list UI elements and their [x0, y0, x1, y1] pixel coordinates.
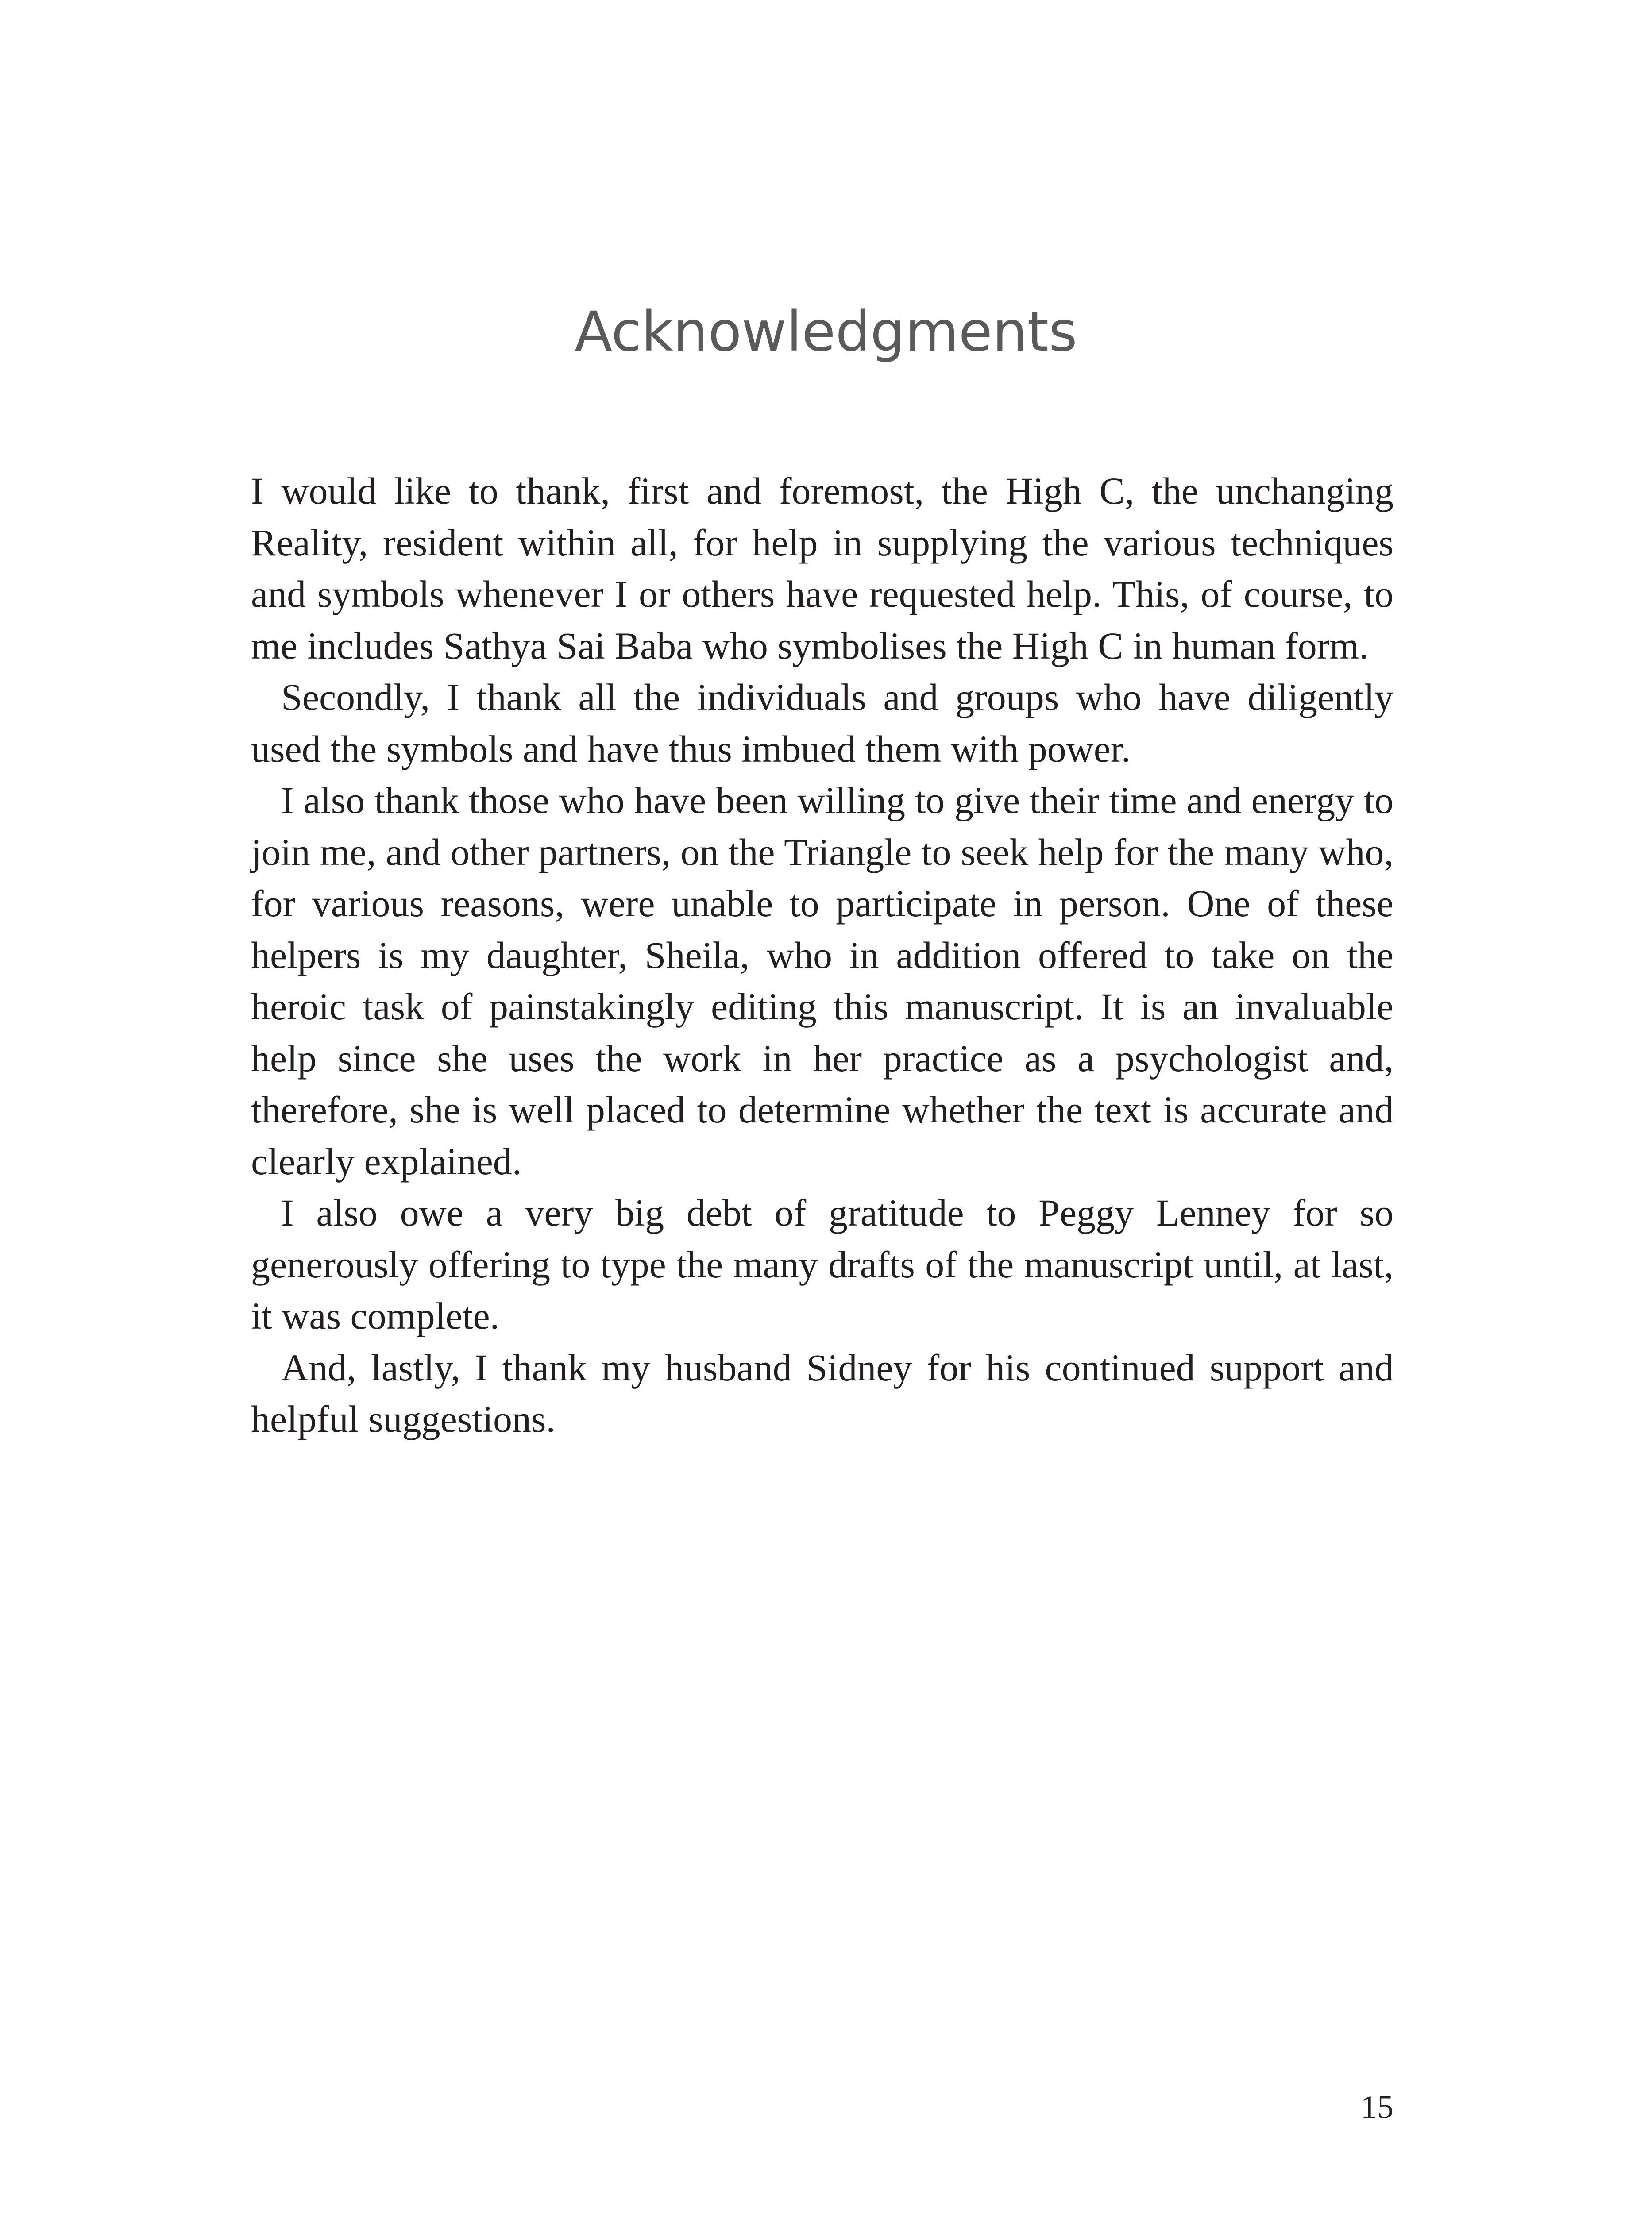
- page-heading: Acknowledgments: [575, 300, 1077, 364]
- paragraph-first: I would like to thank, first and foremost, the High C, the unchanging Reality, resident within all, for help in supplying the various techniques and symbols whenever I or others have requested help. This, of course, to me includes Sathya Sai Baba who symbolises the High C in human form.: [251, 470, 1393, 667]
- paragraph-third: I also thank those who have been willing to give their time and energy to join me, and other partners, on the Triangle to seek help for the many who, for various reasons, were unable to participate in person. One of these helpers is my daughter, Sheila, who in addition offered to take on the heroic task of painstakingly editing this manuscript. It is an invaluable help since she uses the work in her practice as a psychologist and, therefore, she is well placed to determine whether the text is accurate and clearly explained.: [251, 779, 1393, 1183]
- page-number: 15: [1361, 2089, 1393, 2125]
- paragraph-fifth: And, lastly, I thank my husband Sidney for his continued support and helpful suggestions.: [251, 1346, 1393, 1440]
- acknowledgments-body: [251, 465, 1393, 1445]
- paragraph-second: Secondly, I thank all the individuals and groups who have diligently used the symbols and have thus imbued them with power.: [251, 676, 1393, 770]
- paragraph-fourth: I also owe a very big debt of gratitude to Peggy Lenney for so generously offering to type the many drafts of the manuscript until, at last, it was complete.: [251, 1191, 1393, 1337]
